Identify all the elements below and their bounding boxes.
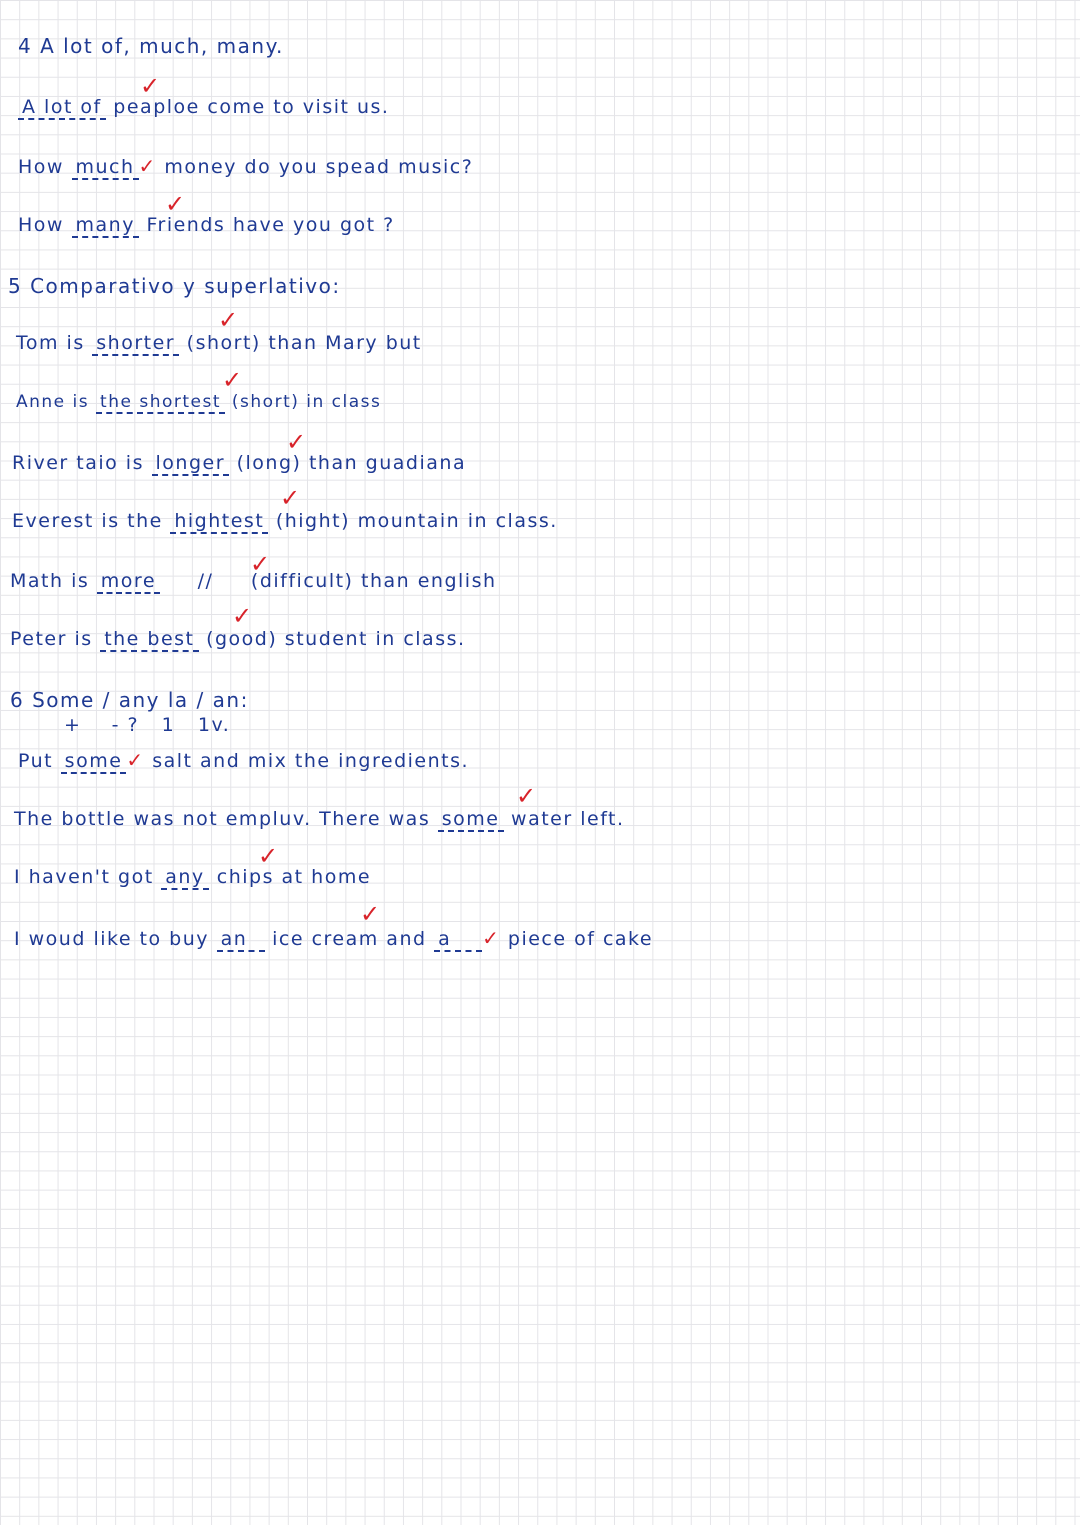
check-mark: ✓ <box>218 306 239 334</box>
sentence-text: Anne is <box>16 392 90 412</box>
check-mark: ✓ <box>280 484 301 512</box>
answer-blank: shorter <box>92 332 179 356</box>
sentence-text: (long) than guadiana <box>236 452 467 474</box>
sentence-text: (difficult) than english <box>250 570 497 592</box>
answer-blank: more <box>97 570 160 594</box>
sentence-text: Friends have you got ? <box>146 214 395 236</box>
check-mark: ✓ <box>482 926 501 950</box>
sentence-text: I haven't got <box>14 866 154 888</box>
check-mark: ✓ <box>360 900 381 928</box>
exercise-line <box>16 392 381 414</box>
answer-blank: much <box>72 156 139 180</box>
check-mark: ✓ <box>222 366 243 394</box>
sentence-text: Tom is <box>16 332 85 354</box>
check-mark: ✓ <box>258 842 279 870</box>
sentence-text: money do you spead music? <box>164 156 474 178</box>
section-5-title: 5 Comparativo y superlativo: <box>8 274 341 298</box>
sentence-text: // <box>197 570 214 592</box>
legend-line: + - ? 1 1v. <box>64 714 231 736</box>
sentence-text: water left. <box>511 808 625 830</box>
answer-blank: the shortest <box>96 392 225 414</box>
sentence-text: (hight) mountain in class. <box>275 510 558 532</box>
answer-blank: A lot of <box>18 96 106 120</box>
check-mark: ✓ <box>286 428 307 456</box>
exercise-line <box>16 332 422 356</box>
answer-blank: hightest <box>170 510 268 534</box>
answer-blank: the best <box>100 628 198 652</box>
exercise-line <box>18 154 473 180</box>
exercise-line <box>18 214 395 238</box>
sentence-text: How <box>18 214 64 236</box>
sentence-text: How <box>18 156 64 178</box>
exercise-line <box>14 808 625 832</box>
check-mark: ✓ <box>165 190 186 218</box>
sentence-text: (short) in class <box>231 392 382 412</box>
check-mark: ✓ <box>250 550 271 578</box>
sentence-text: Math is <box>10 570 90 592</box>
sentence-text: Everest is the <box>12 510 163 532</box>
sentence-text: peaploe come to visit us. <box>113 96 390 118</box>
sentence-text: salt and mix the ingredients. <box>152 750 470 772</box>
check-mark: ✓ <box>516 782 537 810</box>
answer-blank: some <box>438 808 504 832</box>
check-mark: ✓ <box>126 748 145 772</box>
check-mark: ✓ <box>232 602 253 630</box>
section-4-title: 4 A lot of, much, many. <box>18 34 284 58</box>
answer-blank: longer <box>152 452 230 476</box>
check-mark: ✓ <box>140 72 161 100</box>
exercise-line <box>12 510 558 534</box>
exercise-line <box>14 926 653 952</box>
answer-blank: many <box>72 214 139 238</box>
sentence-text: chips at home <box>216 866 372 888</box>
sentence-text: (good) student in class. <box>206 628 466 650</box>
sentence-text: piece of cake <box>507 928 654 950</box>
answer-blank: any <box>161 866 209 890</box>
sentence-text: River taio is <box>12 452 144 474</box>
exercise-line <box>18 748 469 774</box>
check-mark: ✓ <box>138 154 157 178</box>
sentence-text: ice cream and <box>272 928 427 950</box>
sentence-text: Put <box>18 750 54 772</box>
exercise-line <box>12 452 466 476</box>
sentence-text: Peter is <box>10 628 93 650</box>
sentence-text: (short) than Mary but <box>186 332 422 354</box>
exercise-line <box>10 628 466 652</box>
sentence-text: I woud like to buy <box>14 928 210 950</box>
answer-blank: some <box>61 750 127 774</box>
answer-blank: an <box>217 928 265 952</box>
sentence-text: The bottle was not empluv. There was <box>14 808 431 830</box>
exercise-line <box>18 96 389 120</box>
section-6-title: 6 Some / any la / an: <box>10 688 249 712</box>
exercise-line <box>10 570 497 594</box>
answer-blank: a <box>434 928 482 952</box>
exercise-line <box>14 866 371 890</box>
